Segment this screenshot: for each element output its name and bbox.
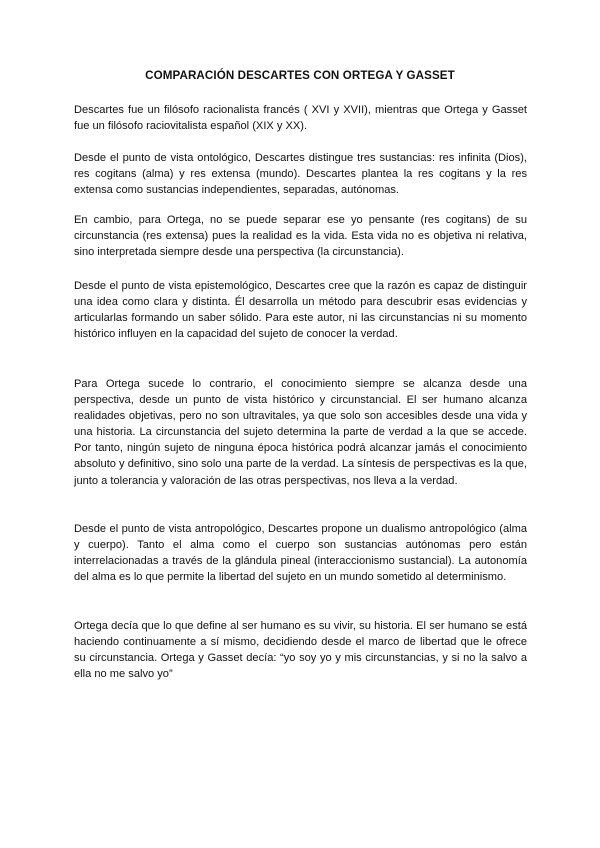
paragraph-anthropology-ortega: Ortega decía que lo que define al ser humano es su vivir, su historia. El ser humano se está haciendo continuamente a sí mismo, decidiendo desde el marco de libertad que le ofrece su circunstancia. Ortega y Gasset decía: “yo soy yo y mis circunstancias, y si no la salvo a ella no me salvo yo” (74, 620, 527, 681)
paragraph-ontology-ortega: En cambio, para Ortega, no se puede separar ese yo pensante (res cogitans) de su circunstancia (res extensa) pues la realidad es la vida. Esta vida no es objetiva ni relativa, sino interpretada siempre desde una perspectiva (la circunstancia). (74, 214, 527, 259)
paragraph-intro: Descartes fue un filósofo racionalista francés ( XVI y XVII), mientras que Ortega y Gasset fue un filósofo raciovitalista español (XIX y XX). (74, 104, 527, 133)
paragraph-epistemology-descartes: Desde el punto de vista epistemológico, Descartes cree que la razón es capaz de distinguir una idea como clara y distinta. Él desarrolla un método para descubrir esas evidencias y articularlas formando un saber sólido. Para este autor, ni las circunstancias ni su momento histórico influyen en la capacidad del sujeto de conocer la verdad. (74, 280, 527, 341)
paragraph-epistemology-ortega: Para Ortega sucede lo contrario, el conocimiento siempre se alcanza desde una perspectiva, desde un punto de vista histórico y circunstancial. El ser humano alcanza realidades objetivas, pero no son ultravitales, ya que solo son accesibles desde una vida y una historia. La circunstancia del sujeto determina la parte de verdad a la que se accede. Por tanto, ningún sujeto de ninguna época histórica podrá alcanzar jamás el conocimiento absoluto y definitivo, sino solo una parte de la verdad. La síntesis de perspectivas es la que, junto a tolerancia y valoración de las otras perspectivas, nos lleva a la verdad. (74, 378, 527, 487)
paragraph-anthropology-descartes: Desde el punto de vista antropológico, Descartes propone un dualismo antropológico (alma y cuerpo). Tanto el alma como el cuerpo son sustancias autónomas pero están interrelacionadas a través de la glándula pineal (interaccionismo sustancial). La autonomía del alma es lo que permite la libertad del sujeto en un mundo sometido al determinismo. (74, 523, 527, 584)
document-title: COMPARACIÓN DESCARTES CON ORTEGA Y GASSET (145, 69, 455, 82)
paragraph-ontology-descartes: Desde el punto de vista ontológico, Descartes distingue tres sustancias: res infinita (Dios), res cogitans (alma) y res extensa (mundo). Descartes plantea la res cogitans y la res extensa como sustancias independientes, separadas, autónomas. (74, 152, 527, 197)
